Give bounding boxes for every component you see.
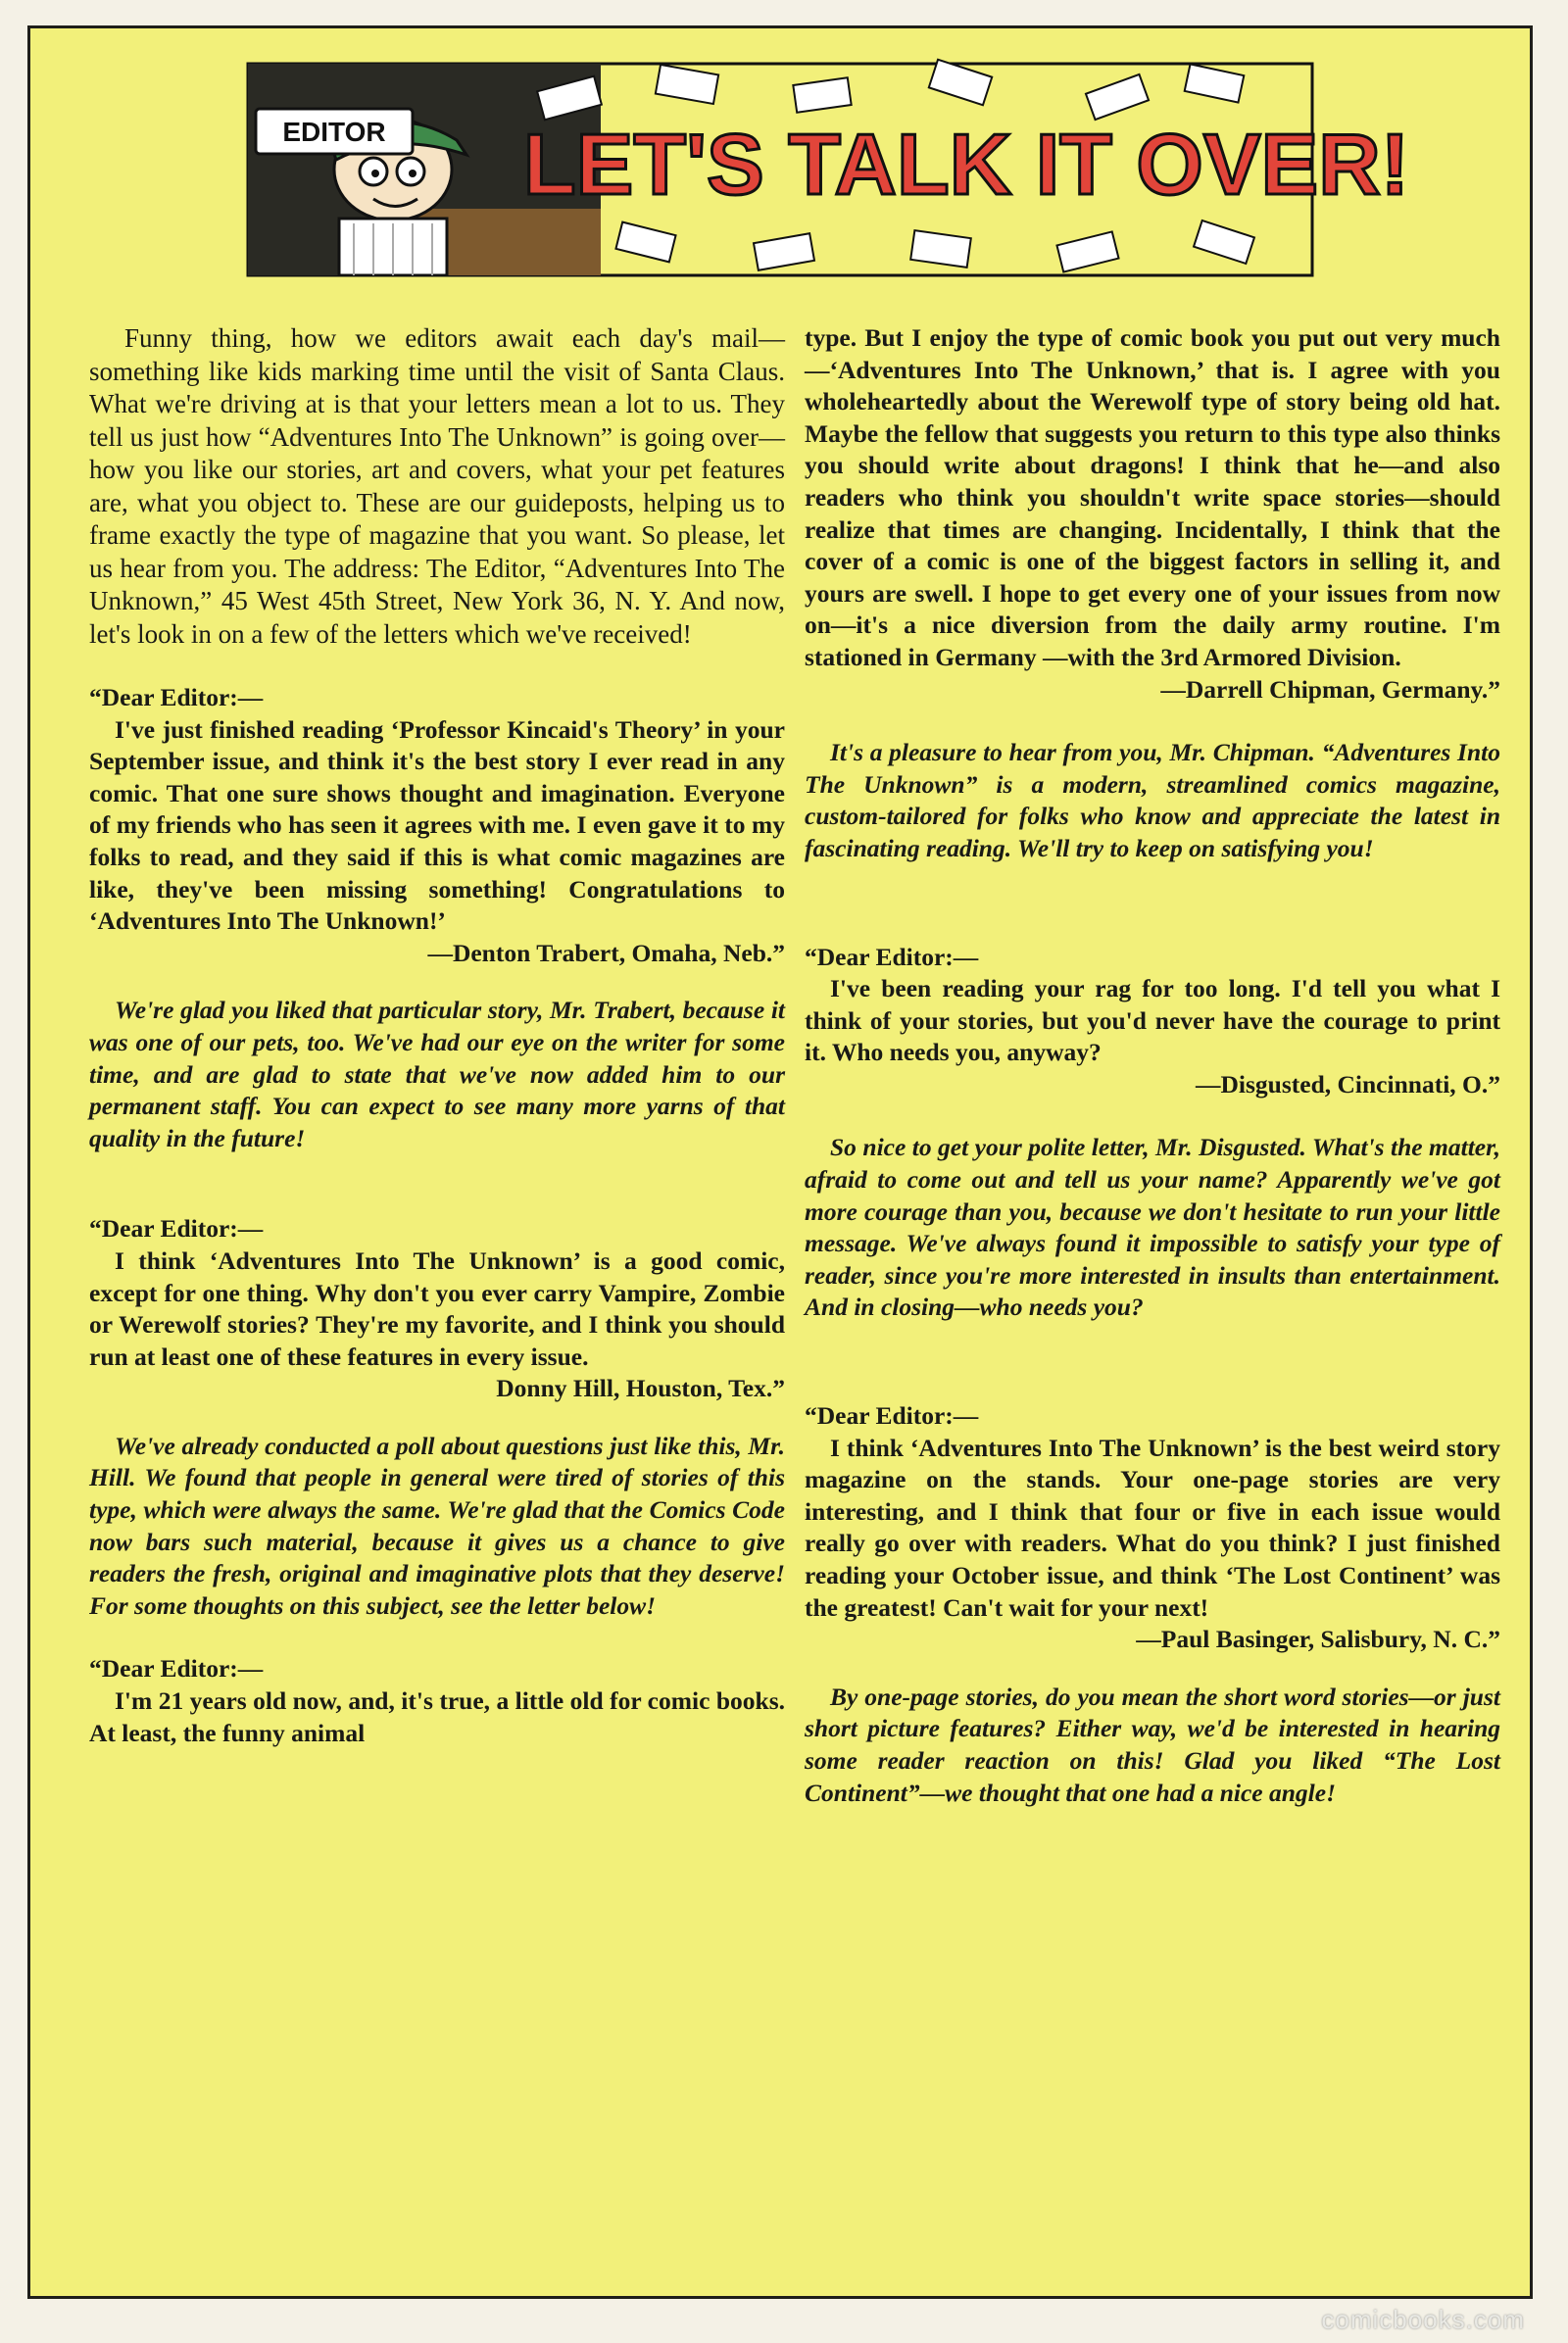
letter-1-body: I've just finished reading ‘Professor Kincaid's Theory’ in your September issue, and think it's the best story I ever read in any comic. That one sure shows thought and imagination. Everyone of my friends who has seen it agrees with me. I even gave it to my folks to read, and they said if this is what comic magazines are like, they've been missing something! Congratulations to ‘Adventures Into The Unknown!’ [89,714,785,936]
letter-3-signature: —Darrell Chipman, Germany.” [1160,674,1500,704]
letter-3-reply: It's a pleasure to hear from you, Mr. Chipman. “Adventures Into The Unknown” is a modern, streamlined comics magazine, custom-tailored for folks who know and appreciate the latest in fascinating reading. We'll try to keep on satisfying you! [805,738,1500,862]
letter-2-salutation: “Dear Editor:— [89,1214,264,1244]
banner-title: LET'S TALK IT OVER! [522,116,1410,213]
intro-paragraph: Funny thing, how we editors await each day's mail—something like kids marking time until the visit of Santa Claus. What we're driving at is that your letters mean a lot to us. They tell us just how “Adventures Into The Unknown” is going over—how you like our stories, art and covers, what your pet features are, what you object to. These are our guideposts, helping us to frame exactly the type of magazine that you want. So please, let us hear from you. The address: The Editor, “Adventures Into The Unknown,” 45 West 45th Street, New York 36, N. Y. And now, let's look in on a few of the letters which we've received! [89,323,785,649]
letter-2-signature: Donny Hill, Houston, Tex.” [496,1374,785,1403]
banner-illustration [246,62,1410,277]
letter-4-body: I've been reading your rag for too long. I'd tell you what I think of your stories, but you'd never have the courage to print it. Who needs you, anyway? [805,974,1500,1067]
watermark: comicbooks.com [1321,2305,1525,2334]
letter-3-body-continued: type. But I enjoy the type of comic book you put out very much—‘Adventures Into The Unknown,’ that is. I agree with you wholeheartedly about the Werewolf type of story being old hat. Maybe the fellow that suggests you return to this type also thinks you should write about dragons! I think that he—and also readers who think you shouldn't write space stories—should realize that times are changing. Incidentally, I think that the cover of a comic is one of the biggest factors in selling it, and yours are swell. I hope to get every one of your issues from now on—it's a nice diversion from the daily army routine. I'm stationed in Germany —with the 3rd Armored Division. [805,323,1500,671]
letter-1-reply: We're glad you liked that particular story, Mr. Trabert, because it was one of our pets, too. We've had our eye on the writer for some time, and are glad to state that we've now added him to our permanent staff. You can expect to see many more yarns of that quality in the future! [89,996,785,1152]
letter-5-reply: By one-page stories, do you mean the short word stories—or just short picture features? Either way, we'd be interested in hearing some reader reaction on this! Glad you liked “The Lost Continent”—we thought that one had a nice angle! [805,1682,1500,1807]
letter-1-salutation: “Dear Editor:— [89,683,264,711]
letter-1-signature: —Denton Trabert, Omaha, Neb.” [427,938,785,967]
editor-label: EDITOR [282,117,386,147]
letter-5-salutation: “Dear Editor:— [805,1401,979,1431]
letter-4-salutation: “Dear Editor:— [805,942,979,971]
letter-5-signature: —Paul Basinger, Salisbury, N. C.” [1136,1625,1500,1654]
letter-4-signature: —Disgusted, Cincinnati, O.” [1195,1069,1500,1098]
left-column [89,322,785,1749]
letters-banner [246,62,1410,277]
letters-page [27,25,1533,2299]
letter-2-reply: We've already conducted a poll about questions just like this, Mr. Hill. We found that people in general were tired of stories of this type, which were always the same. We're glad that the Comics Code now bars such material, because it gives us a chance to give readers the fresh, original and imaginative plots that they deserve! For some thoughts on this subject, see the letter below! [89,1431,785,1620]
letter-3-salutation: “Dear Editor:— [89,1654,264,1684]
letter-4-reply: So nice to get your polite letter, Mr. Disgusted. What's the matter, afraid to come out and tell us your name? Apparently we've got more courage than you, because we don't hesitate to run your little message. We've always found it impossible to satisfy your type of reader, since you're more interested in insults than entertainment. And in closing—who needs you? [805,1133,1500,1322]
right-column [805,322,1500,1809]
letter-2-body: I think ‘Adventures Into The Unknown’ is a good comic, except for one thing. Why don't you ever carry Vampire, Zombie or Werewolf stories? They're my favorite, and I think you should run at least one of these features in every issue. [89,1245,785,1371]
letter-3-body-start: I'm 21 years old now, and, it's true, a little old for comic books. At least, the funny animal [89,1686,785,1747]
letter-5-body: I think ‘Adventures Into The Unknown’ is the best weird story magazine on the stands. Your one-page stories are very interesting, and I think that four or five in each issue would really go over with readers. What do you think? I just finished reading your October issue, and think ‘The Lost Continent’ was the greatest! Can't wait for your next! [805,1433,1500,1622]
